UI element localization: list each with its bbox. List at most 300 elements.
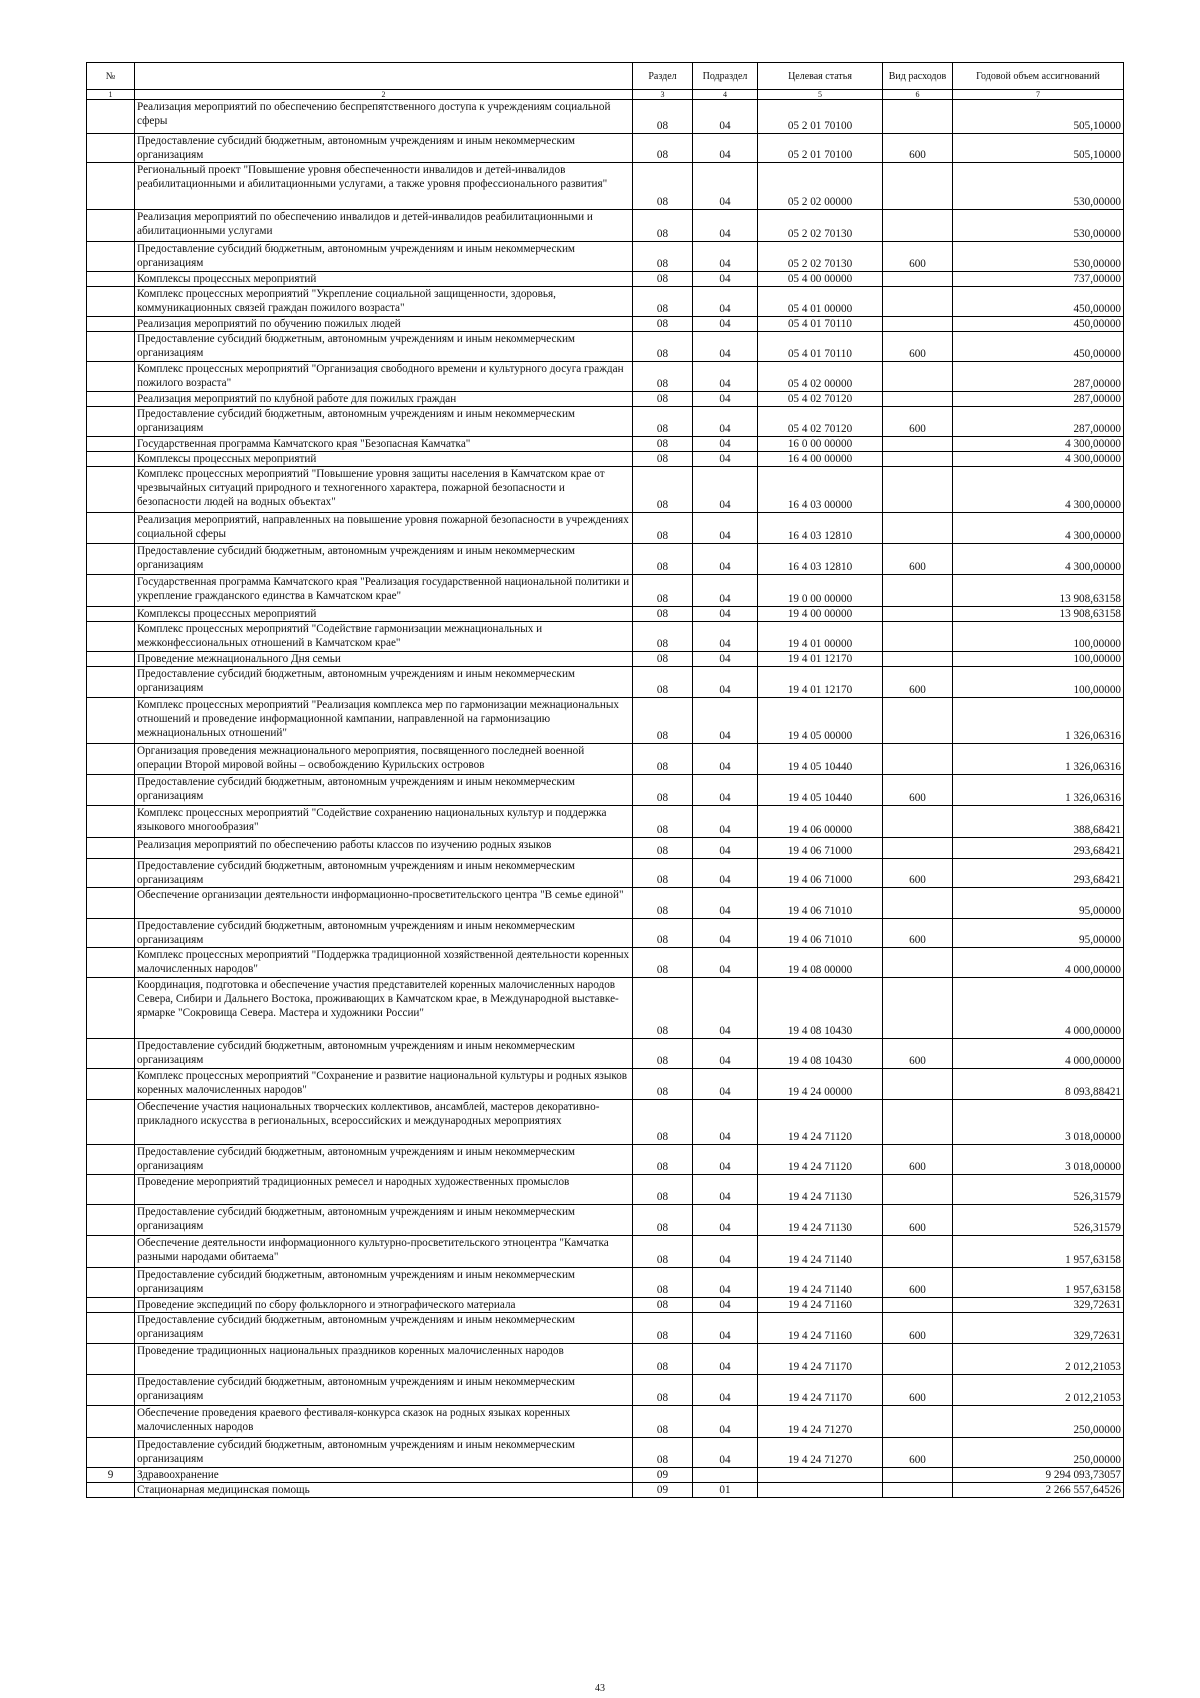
row-expense-type: 600 <box>883 1205 953 1236</box>
row-expense-type <box>883 392 953 407</box>
row-annual-amount: 1 326,06316 <box>953 775 1124 806</box>
table-row <box>87 652 1124 667</box>
row-number <box>87 392 135 407</box>
row-annual-amount: 4 000,00000 <box>953 978 1124 1039</box>
table-row <box>87 1205 1124 1236</box>
row-podrazdel: 04 <box>693 513 758 544</box>
row-expense-type: 600 <box>883 919 953 948</box>
row-target-article: 19 4 24 71160 <box>758 1313 883 1344</box>
table-row <box>87 1268 1124 1298</box>
row-expense-type <box>883 317 953 332</box>
row-name: Стационарная медицинская помощь <box>135 1483 633 1498</box>
row-target-article: 05 4 01 00000 <box>758 287 883 317</box>
table-row <box>87 210 1124 242</box>
row-target-article: 16 4 03 00000 <box>758 467 883 513</box>
table-row <box>87 392 1124 407</box>
row-podrazdel: 04 <box>693 437 758 452</box>
row-number <box>87 698 135 744</box>
row-razdel: 08 <box>633 1236 693 1268</box>
row-podrazdel: 04 <box>693 622 758 652</box>
row-razdel: 08 <box>633 437 693 452</box>
row-expense-type <box>883 1298 953 1313</box>
row-podrazdel: 04 <box>693 978 758 1039</box>
row-number <box>87 242 135 272</box>
row-target-article: 05 2 02 70130 <box>758 210 883 242</box>
table-row <box>87 134 1124 163</box>
row-number <box>87 210 135 242</box>
row-razdel: 08 <box>633 607 693 622</box>
row-podrazdel: 04 <box>693 287 758 317</box>
row-razdel: 08 <box>633 163 693 210</box>
table-row <box>87 1406 1124 1438</box>
header-podrazdel: Подраздел <box>693 63 758 90</box>
row-annual-amount: 530,00000 <box>953 210 1124 242</box>
row-target-article: 19 4 05 00000 <box>758 698 883 744</box>
row-razdel: 08 <box>633 919 693 948</box>
row-podrazdel: 04 <box>693 272 758 287</box>
table-row <box>87 1145 1124 1175</box>
row-annual-amount: 4 000,00000 <box>953 948 1124 978</box>
row-number <box>87 622 135 652</box>
row-target-article: 05 2 02 00000 <box>758 163 883 210</box>
row-annual-amount: 505,10000 <box>953 100 1124 134</box>
row-target-article: 19 4 24 71170 <box>758 1375 883 1406</box>
row-expense-type <box>883 978 953 1039</box>
row-razdel: 08 <box>633 698 693 744</box>
row-expense-type: 600 <box>883 1039 953 1069</box>
row-number <box>87 1205 135 1236</box>
row-podrazdel: 04 <box>693 806 758 838</box>
row-name: Комплексы процессных мероприятий <box>135 272 633 287</box>
row-expense-type: 600 <box>883 1145 953 1175</box>
row-expense-type <box>883 1406 953 1438</box>
row-name: Комплекс процессных мероприятий "Содействие сохранению национальных культур и поддержка языкового многообразия" <box>135 806 633 838</box>
row-annual-amount: 293,68421 <box>953 838 1124 859</box>
table-row <box>87 332 1124 362</box>
row-target-article: 19 4 24 71120 <box>758 1100 883 1145</box>
row-razdel: 08 <box>633 1438 693 1468</box>
row-expense-type: 600 <box>883 1375 953 1406</box>
row-name: Проведение традиционных национальных праздников коренных малочисленных народов <box>135 1344 633 1375</box>
row-expense-type: 600 <box>883 407 953 437</box>
row-podrazdel: 04 <box>693 317 758 332</box>
row-annual-amount: 250,00000 <box>953 1406 1124 1438</box>
row-number <box>87 332 135 362</box>
row-annual-amount: 250,00000 <box>953 1438 1124 1468</box>
column-number: 6 <box>883 90 953 100</box>
row-podrazdel: 04 <box>693 888 758 919</box>
table-row <box>87 1100 1124 1145</box>
row-target-article: 19 4 08 00000 <box>758 948 883 978</box>
row-number <box>87 667 135 698</box>
row-number <box>87 452 135 467</box>
header-name <box>135 63 633 90</box>
row-name: Предоставление субсидий бюджетным, автономным учреждениям и иным некоммерческим организациям <box>135 1438 633 1468</box>
row-razdel: 08 <box>633 744 693 775</box>
column-number: 4 <box>693 90 758 100</box>
row-number <box>87 978 135 1039</box>
row-name: Предоставление субсидий бюджетным, автономным учреждениям и иным некоммерческим организациям <box>135 544 633 575</box>
row-podrazdel: 04 <box>693 1313 758 1344</box>
row-razdel: 08 <box>633 407 693 437</box>
row-number <box>87 859 135 888</box>
row-expense-type <box>883 948 953 978</box>
row-razdel: 08 <box>633 1375 693 1406</box>
row-annual-amount: 4 300,00000 <box>953 513 1124 544</box>
table-row <box>87 467 1124 513</box>
row-number <box>87 437 135 452</box>
row-expense-type: 600 <box>883 544 953 575</box>
column-number-row <box>87 90 1124 100</box>
row-podrazdel: 04 <box>693 544 758 575</box>
row-annual-amount: 329,72631 <box>953 1313 1124 1344</box>
row-annual-amount: 287,00000 <box>953 392 1124 407</box>
row-razdel: 08 <box>633 948 693 978</box>
row-razdel: 08 <box>633 392 693 407</box>
row-razdel: 08 <box>633 652 693 667</box>
page-number: 43 <box>595 1683 605 1694</box>
row-expense-type <box>883 744 953 775</box>
row-name: Региональный проект "Повышение уровня обеспеченности инвалидов и детей-инвалидов реабилитационными и абилитационными услугами, а также уровня профессионального развития" <box>135 163 633 210</box>
row-annual-amount: 2 266 557,64526 <box>953 1483 1124 1498</box>
row-razdel: 08 <box>633 978 693 1039</box>
row-number <box>87 775 135 806</box>
row-number <box>87 1344 135 1375</box>
row-razdel: 08 <box>633 1205 693 1236</box>
row-annual-amount: 4 000,00000 <box>953 1039 1124 1069</box>
row-razdel: 08 <box>633 575 693 607</box>
table-row <box>87 667 1124 698</box>
row-number <box>87 1039 135 1069</box>
row-podrazdel: 04 <box>693 163 758 210</box>
row-podrazdel <box>693 1468 758 1483</box>
row-razdel: 08 <box>633 1298 693 1313</box>
row-expense-type <box>883 452 953 467</box>
row-number <box>87 1236 135 1268</box>
row-annual-amount: 95,00000 <box>953 888 1124 919</box>
row-name: Предоставление субсидий бюджетным, автономным учреждениям и иным некоммерческим организациям <box>135 1268 633 1298</box>
row-name: Проведение экспедиций по сбору фольклорного и этнографического материала <box>135 1298 633 1313</box>
row-razdel: 08 <box>633 888 693 919</box>
row-razdel: 08 <box>633 1039 693 1069</box>
row-target-article: 19 4 24 71270 <box>758 1406 883 1438</box>
header-razdel: Раздел <box>633 63 693 90</box>
row-annual-amount: 287,00000 <box>953 407 1124 437</box>
row-expense-type: 600 <box>883 859 953 888</box>
row-expense-type <box>883 1100 953 1145</box>
table-row <box>87 575 1124 607</box>
budget-table <box>86 62 1124 1498</box>
row-annual-amount: 450,00000 <box>953 332 1124 362</box>
row-razdel: 08 <box>633 452 693 467</box>
header-no: № <box>87 63 135 90</box>
row-annual-amount: 1 957,63158 <box>953 1268 1124 1298</box>
row-name: Предоставление субсидий бюджетным, автономным учреждениям и иным некоммерческим организациям <box>135 1375 633 1406</box>
row-podrazdel: 04 <box>693 575 758 607</box>
row-name: Государственная программа Камчатского края "Реализация государственной национальной политики и укрепление гражданского единства в Камчатском крае" <box>135 575 633 607</box>
row-razdel: 08 <box>633 1145 693 1175</box>
row-target-article: 19 4 24 71130 <box>758 1175 883 1205</box>
row-annual-amount: 737,00000 <box>953 272 1124 287</box>
row-podrazdel: 04 <box>693 838 758 859</box>
row-annual-amount: 4 300,00000 <box>953 452 1124 467</box>
row-number <box>87 544 135 575</box>
row-name: Реализация мероприятий по обучению пожилых людей <box>135 317 633 332</box>
row-name: Предоставление субсидий бюджетным, автономным учреждениям и иным некоммерческим организациям <box>135 332 633 362</box>
row-target-article <box>758 1483 883 1498</box>
row-expense-type: 600 <box>883 332 953 362</box>
row-podrazdel: 04 <box>693 948 758 978</box>
row-number <box>87 806 135 838</box>
table-row <box>87 1468 1124 1483</box>
row-expense-type <box>883 437 953 452</box>
row-target-article: 19 4 06 71010 <box>758 919 883 948</box>
table-row <box>87 1039 1124 1069</box>
row-podrazdel: 04 <box>693 859 758 888</box>
row-target-article: 19 4 24 71160 <box>758 1298 883 1313</box>
row-name: Комплекс процессных мероприятий "Повышение уровня защиты населения в Камчатском крае от чрезвычайных ситуаций природного и техногенного характера, пожарной безопасности и безопасности людей на водных объектах" <box>135 467 633 513</box>
row-podrazdel: 04 <box>693 100 758 134</box>
row-name: Обеспечение деятельности информационного культурно-просветительского этноцентра "Камчатка разными народами обитаема" <box>135 1236 633 1268</box>
table-row <box>87 607 1124 622</box>
row-annual-amount: 526,31579 <box>953 1175 1124 1205</box>
table-row <box>87 698 1124 744</box>
row-razdel: 08 <box>633 806 693 838</box>
row-podrazdel: 04 <box>693 607 758 622</box>
row-name: Комплекс процессных мероприятий "Организация свободного времени и культурного досуга граждан пожилого возраста" <box>135 362 633 392</box>
row-podrazdel: 04 <box>693 1039 758 1069</box>
row-razdel: 08 <box>633 859 693 888</box>
row-number <box>87 1175 135 1205</box>
row-number <box>87 134 135 163</box>
row-target-article: 05 2 01 70100 <box>758 100 883 134</box>
row-annual-amount: 100,00000 <box>953 622 1124 652</box>
row-annual-amount: 388,68421 <box>953 806 1124 838</box>
row-expense-type <box>883 210 953 242</box>
table-header <box>87 63 1124 100</box>
row-annual-amount: 329,72631 <box>953 1298 1124 1313</box>
row-target-article: 19 4 06 00000 <box>758 806 883 838</box>
row-target-article: 19 4 01 12170 <box>758 667 883 698</box>
table-row <box>87 919 1124 948</box>
row-name: Обеспечение организации деятельности информационно-просветительского центра "В семье единой" <box>135 888 633 919</box>
row-razdel: 08 <box>633 1313 693 1344</box>
row-name: Комплексы процессных мероприятий <box>135 607 633 622</box>
row-podrazdel: 04 <box>693 1069 758 1100</box>
row-annual-amount: 9 294 093,73057 <box>953 1468 1124 1483</box>
row-number <box>87 272 135 287</box>
budget-sheet <box>86 62 1123 1498</box>
table-row <box>87 163 1124 210</box>
row-podrazdel: 04 <box>693 1145 758 1175</box>
row-expense-type <box>883 888 953 919</box>
row-razdel: 08 <box>633 544 693 575</box>
row-expense-type <box>883 698 953 744</box>
row-expense-type: 600 <box>883 134 953 163</box>
row-number <box>87 1483 135 1498</box>
row-podrazdel: 04 <box>693 1375 758 1406</box>
row-annual-amount: 1 957,63158 <box>953 1236 1124 1268</box>
row-target-article: 05 4 02 00000 <box>758 362 883 392</box>
row-target-article: 19 4 08 10430 <box>758 1039 883 1069</box>
row-target-article: 19 4 05 10440 <box>758 775 883 806</box>
row-target-article: 16 4 03 12810 <box>758 544 883 575</box>
row-podrazdel: 04 <box>693 242 758 272</box>
row-number <box>87 467 135 513</box>
row-expense-type <box>883 607 953 622</box>
row-name: Предоставление субсидий бюджетным, автономным учреждениям и иным некоммерческим организациям <box>135 775 633 806</box>
row-podrazdel: 04 <box>693 1100 758 1145</box>
row-name: Реализация мероприятий по обеспечению беспрепятственного доступа к учреждениям социальной сферы <box>135 100 633 134</box>
row-name: Проведение межнационального Дня семьи <box>135 652 633 667</box>
row-number <box>87 287 135 317</box>
row-target-article: 05 2 01 70100 <box>758 134 883 163</box>
row-name: Предоставление субсидий бюджетным, автономным учреждениям и иным некоммерческим организациям <box>135 859 633 888</box>
row-number <box>87 888 135 919</box>
row-podrazdel: 04 <box>693 667 758 698</box>
row-annual-amount: 95,00000 <box>953 919 1124 948</box>
row-razdel: 08 <box>633 838 693 859</box>
row-podrazdel: 04 <box>693 652 758 667</box>
table-row <box>87 287 1124 317</box>
row-annual-amount: 1 326,06316 <box>953 698 1124 744</box>
row-target-article <box>758 1468 883 1483</box>
row-podrazdel: 04 <box>693 392 758 407</box>
row-expense-type <box>883 1069 953 1100</box>
row-name: Комплекс процессных мероприятий "Реализация комплекса мер по гармонизации межнациональных отношений и проведение информационной кампании, направленной на гармонизацию межнациональных отношений" <box>135 698 633 744</box>
row-expense-type <box>883 652 953 667</box>
row-annual-amount: 2 012,21053 <box>953 1375 1124 1406</box>
row-name: Предоставление субсидий бюджетным, автономным учреждениям и иным некоммерческим организациям <box>135 242 633 272</box>
row-number <box>87 362 135 392</box>
row-target-article: 05 4 01 70110 <box>758 332 883 362</box>
row-name: Обеспечение участия национальных творческих коллективов, ансамблей, мастеров декоративно-прикладного искусства в региональных, всероссийских и международных мероприятиях <box>135 1100 633 1145</box>
table-row <box>87 1438 1124 1468</box>
table-row <box>87 1236 1124 1268</box>
row-number <box>87 838 135 859</box>
row-podrazdel: 04 <box>693 1406 758 1438</box>
row-podrazdel: 04 <box>693 1205 758 1236</box>
row-podrazdel: 04 <box>693 134 758 163</box>
table-row <box>87 407 1124 437</box>
row-expense-type <box>883 362 953 392</box>
table-row <box>87 1298 1124 1313</box>
row-name: Предоставление субсидий бюджетным, автономным учреждениям и иным некоммерческим организациям <box>135 1205 633 1236</box>
row-podrazdel: 04 <box>693 744 758 775</box>
row-target-article: 19 4 06 71000 <box>758 838 883 859</box>
table-row <box>87 744 1124 775</box>
row-razdel: 08 <box>633 242 693 272</box>
row-name: Предоставление субсидий бюджетным, автономным учреждениям и иным некоммерческим организациям <box>135 1313 633 1344</box>
row-podrazdel: 04 <box>693 210 758 242</box>
table-row <box>87 1069 1124 1100</box>
row-number <box>87 948 135 978</box>
row-target-article: 19 4 24 71130 <box>758 1205 883 1236</box>
row-target-article: 05 4 01 70110 <box>758 317 883 332</box>
row-razdel: 08 <box>633 1406 693 1438</box>
row-expense-type <box>883 575 953 607</box>
row-number <box>87 652 135 667</box>
row-annual-amount: 3 018,00000 <box>953 1145 1124 1175</box>
row-expense-type: 600 <box>883 1313 953 1344</box>
row-expense-type <box>883 1468 953 1483</box>
row-number <box>87 1100 135 1145</box>
row-podrazdel: 04 <box>693 1268 758 1298</box>
row-name: Реализация мероприятий по клубной работе для пожилых граждан <box>135 392 633 407</box>
row-razdel: 08 <box>633 667 693 698</box>
row-target-article: 05 4 02 70120 <box>758 407 883 437</box>
row-annual-amount: 4 300,00000 <box>953 544 1124 575</box>
row-number <box>87 607 135 622</box>
row-razdel: 08 <box>633 317 693 332</box>
row-number <box>87 575 135 607</box>
row-expense-type <box>883 513 953 544</box>
row-name: Комплекс процессных мероприятий "Содействие гармонизации межнациональных и межконфессиональных отношений в Камчатском крае" <box>135 622 633 652</box>
row-target-article: 19 4 24 71270 <box>758 1438 883 1468</box>
column-number: 2 <box>135 90 633 100</box>
table-row <box>87 362 1124 392</box>
row-number <box>87 1298 135 1313</box>
row-target-article: 19 4 24 71140 <box>758 1268 883 1298</box>
row-annual-amount: 293,68421 <box>953 859 1124 888</box>
row-razdel: 08 <box>633 1100 693 1145</box>
table-row <box>87 978 1124 1039</box>
row-target-article: 19 4 01 12170 <box>758 652 883 667</box>
row-razdel: 08 <box>633 1175 693 1205</box>
row-expense-type: 600 <box>883 667 953 698</box>
row-number: 9 <box>87 1468 135 1483</box>
row-razdel: 08 <box>633 467 693 513</box>
table-row <box>87 1483 1124 1498</box>
table-row <box>87 1375 1124 1406</box>
row-expense-type: 600 <box>883 775 953 806</box>
column-number: 3 <box>633 90 693 100</box>
row-name: Реализация мероприятий, направленных на повышение уровня пожарной безопасности в учреждениях социальной сферы <box>135 513 633 544</box>
row-target-article: 19 4 01 00000 <box>758 622 883 652</box>
row-target-article: 05 4 02 70120 <box>758 392 883 407</box>
row-annual-amount: 287,00000 <box>953 362 1124 392</box>
row-target-article: 19 4 24 00000 <box>758 1069 883 1100</box>
row-name: Комплекс процессных мероприятий "Укрепление социальной защищенности, здоровья, коммуникационных связей граждан пожилого возраста" <box>135 287 633 317</box>
row-number <box>87 1406 135 1438</box>
row-number <box>87 513 135 544</box>
row-number <box>87 919 135 948</box>
column-number: 7 <box>953 90 1124 100</box>
row-target-article: 05 4 00 00000 <box>758 272 883 287</box>
row-number <box>87 1438 135 1468</box>
row-target-article: 16 0 00 00000 <box>758 437 883 452</box>
row-annual-amount: 450,00000 <box>953 317 1124 332</box>
row-target-article: 16 4 03 12810 <box>758 513 883 544</box>
row-podrazdel: 04 <box>693 1344 758 1375</box>
row-number <box>87 1145 135 1175</box>
row-annual-amount: 526,31579 <box>953 1205 1124 1236</box>
table-row <box>87 948 1124 978</box>
row-target-article: 19 4 24 71170 <box>758 1344 883 1375</box>
row-razdel: 08 <box>633 1344 693 1375</box>
row-annual-amount: 530,00000 <box>953 242 1124 272</box>
header-expense-type: Вид расходов <box>883 63 953 90</box>
row-name: Предоставление субсидий бюджетным, автономным учреждениям и иным некоммерческим организациям <box>135 1145 633 1175</box>
row-name: Обеспечение проведения краевого фестиваля-конкурса сказок на родных языках коренных малочисленных народов <box>135 1406 633 1438</box>
row-annual-amount: 4 300,00000 <box>953 467 1124 513</box>
row-target-article: 19 4 06 71000 <box>758 859 883 888</box>
row-razdel: 09 <box>633 1483 693 1498</box>
row-name: Предоставление субсидий бюджетным, автономным учреждениям и иным некоммерческим организациям <box>135 407 633 437</box>
row-razdel: 08 <box>633 1268 693 1298</box>
table-row <box>87 272 1124 287</box>
row-podrazdel: 04 <box>693 362 758 392</box>
